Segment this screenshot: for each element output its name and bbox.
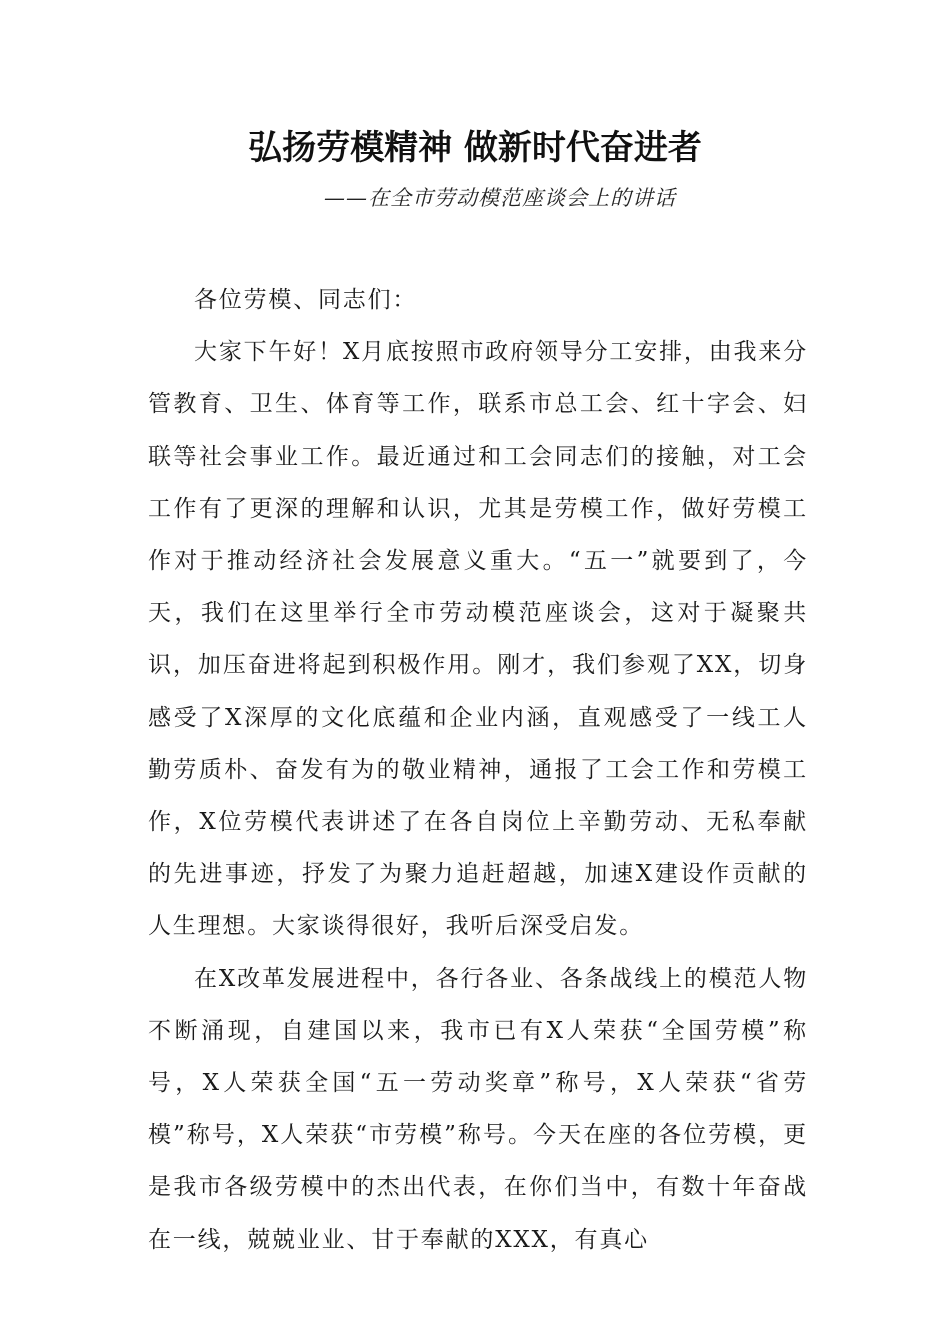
- document-subtitle: ——在全市劳动模范座谈会上的讲话: [324, 186, 676, 210]
- salutation: 各位劳模、同志们：: [194, 287, 418, 313]
- paragraph-1: 大家下午好！X月底按照市政府领导分工安排，由我来分管教育、卫生、体育等工作，联系市总工会、红十字会、妇联等社会事业工作。最近通过和工会同志们的接触，对工会工作有了更深的理解和认识，尤其是劳模工作，做好劳模工作对于推动经济社会发展意义重大。“五一”就要到了，今天，我们在这里举行全市劳动模范座谈会，这对于凝聚共识，加压奋进将起到积极作用。刚才，我们参观了XX，切身感受了X深厚的文化底蕴和企业内涵，直观感受了一线工人勤劳质朴、奋发有为的敬业精神，通报了工会工作和劳模工作，X位劳模代表讲述了在各自岗位上辛勤劳动、无私奉献的先进事迹，抒发了为聚力追赶超越，加速X建设作贡献的人生理想。大家谈得很好，我听后深受启发。: [148, 339, 808, 940]
- paragraph-2: 在X改革发展进程中，各行各业、各条战线上的模范人物不断涌现，自建国以来，我市已有X人荣获“全国劳模”称号，X人荣获全国“五一劳动奖章”称号，X人荣获“省劳模”称号，X人荣获“市劳模”称号。今天在座的各位劳模，更是我市各级劳模中的杰出代表，在你们当中，有数十年奋战在一线，兢兢业业、甘于奉献的XXX，有真心: [148, 965, 808, 1253]
- document-title: 弘扬劳模精神 做新时代奋进者: [248, 128, 702, 168]
- document-body: [148, 274, 808, 1266]
